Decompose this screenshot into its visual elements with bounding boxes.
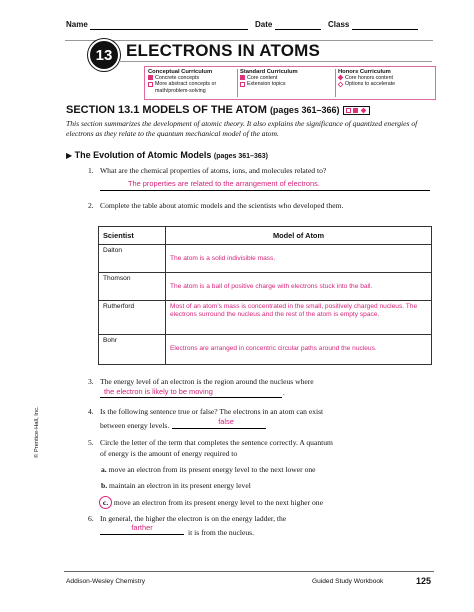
footer-left: Addison-Wesley Chemistry [66,578,146,585]
filled-square-icon [240,75,245,80]
banner-rule-2 [118,61,432,62]
honors-title: Honors Curriculum [338,69,391,75]
atomic-models-table [98,226,432,365]
option-text: move an electron from its present energy level to the next higher one [113,498,323,507]
q4-text2: between energy levels. [100,421,170,430]
page-number: 125 [416,576,432,586]
model-cell[interactable]: The atom is a ball of positive charge with electrons stuck into the ball. [166,273,432,301]
table-row [99,301,432,335]
outlined-diamond-icon [338,81,344,87]
legend-text: Concrete concepts [155,75,200,82]
subsection-title [66,150,268,160]
class-line[interactable] [352,29,418,30]
q4-number: 4. [88,407,94,416]
model-cell[interactable]: Most of an atom’s mass is concentrated in the small, positively charged nucleus. The electrons surround the nucleus and the rest of the atom is empty space. [166,301,432,335]
model-cell[interactable]: Electrons are arranged in concentric circular paths around the nucleus. [166,335,432,365]
model-header: Model of Atom [166,227,432,245]
table-row [99,335,432,365]
scientist-cell: Dalton [99,245,166,273]
q6-text: In general, the higher the electron is on the energy ladder, the [100,514,287,523]
legend-text: Core honors content [345,75,393,82]
legend-text: Core content [247,75,278,82]
q3-end: . [283,388,285,397]
scientist-cell: Rutherford [99,301,166,335]
subsection-pages: (pages 361–363) [213,153,268,160]
q1-number: 1. [88,166,94,175]
legend-text: Extension topics [247,81,286,88]
q6-number: 6. [88,514,94,523]
triangle-bullet-icon: ▶ [66,151,73,160]
standard-curriculum [237,67,335,99]
honors-curriculum [335,67,435,99]
circled-option-letter: c. [99,496,112,509]
q5-option-b[interactable] [101,480,251,491]
curriculum-legend [144,66,436,100]
table-row [99,245,432,273]
copyright-notice: © Prentice-Hall, Inc. [34,406,40,458]
legend-text: More abstract concepts or math/problem-solving [155,81,217,94]
q3-answer[interactable]: the electron is likely to be moving [104,387,213,396]
q2-text: Complete the table about atomic models and the scientists who developed them. [100,201,344,210]
option-letter: a. [101,465,107,474]
outlined-square-icon [240,82,245,87]
section-title-text: SECTION 13.1 MODELS OF THE ATOM [66,104,267,116]
q5-option-a[interactable] [101,464,316,475]
q5-option-c[interactable] [99,496,323,509]
q4-answer-line [172,428,266,429]
footer-right: Guided Study Workbook [312,578,384,585]
section-summary: This section summarizes the development of atomic theory. It also explains the significance of quantized energies of electrons as they relate to the quantum mechanical model of the atom. [66,119,418,138]
q4-text: Is the following sentence true or false? The electrons in an atom can exist [100,407,324,416]
option-text: move an electron from its present energy level to the next lower one [108,465,316,474]
q1-answer-line [100,190,430,191]
q5-text2: of energy is the amount of energy required to [100,449,238,458]
name-line[interactable] [90,29,248,30]
q3-text: The energy level of an electron is the region around the nucleus where [100,377,314,386]
q1-text: What are the chemical properties of atoms, ions, and molecules related to? [100,166,327,175]
q3-number: 3. [88,377,94,386]
footer-rule [64,571,434,572]
scientist-cell: Bohr [99,335,166,365]
filled-diamond-icon [360,107,366,113]
section-title [66,104,370,116]
q2-number: 2. [88,201,94,210]
q6-answer[interactable]: farther [131,523,153,532]
filled-square-icon [353,108,358,113]
standard-title: Standard Curriculum [240,69,298,75]
section-level-symbols [343,106,370,115]
name-label: Name [66,20,88,29]
outlined-square-icon [346,108,351,113]
option-text: maintain an electron in its present energy level [109,481,251,490]
model-cell[interactable]: The atom is a solid indivisible mass. [166,245,432,273]
date-label: Date [255,20,273,29]
filled-square-icon [148,75,153,80]
conceptual-curriculum [145,67,237,99]
subsection-title-text: The Evolution of Atomic Models [74,150,212,160]
chapter-title: ELECTRONS IN ATOMS [126,41,321,60]
q6-text2: it is from the nucleus. [188,528,255,537]
table-row [99,273,432,301]
scientist-header: Scientist [99,227,166,245]
q4-answer[interactable]: false [218,417,234,426]
scientist-cell: Thomson [99,273,166,301]
chapter-number: 13 [88,39,120,71]
filled-diamond-icon [338,75,344,81]
q1-answer[interactable]: The properties are related to the arrangement of electrons. [128,179,320,188]
q3-answer-line [100,397,282,398]
table-header-row [99,227,432,245]
conceptual-title: Conceptual Curriculum [148,69,213,75]
date-line[interactable] [275,29,321,30]
q5-text: Circle the letter of the term that completes the sentence correctly. A quantum [100,438,333,447]
legend-text: Options to accelerate [345,81,396,88]
section-pages: (pages 361–366) [269,105,340,115]
class-label: Class [328,20,350,29]
outlined-square-icon [148,82,153,87]
q6-answer-line [100,534,184,535]
q5-number: 5. [88,438,94,447]
option-letter: b. [101,481,108,490]
